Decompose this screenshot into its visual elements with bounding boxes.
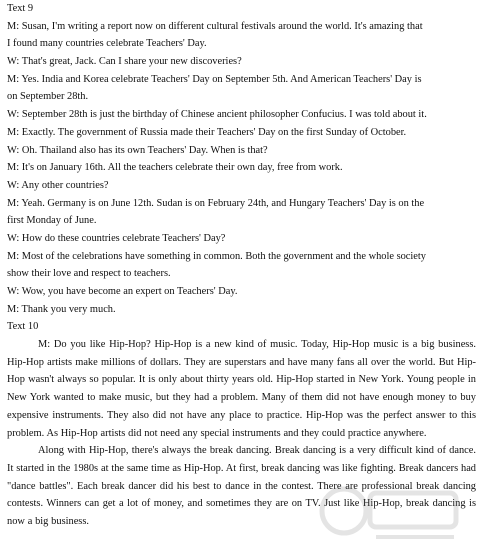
dialogue-line: M: Thank you very much. xyxy=(7,303,116,315)
dialogue-line: W: Wow, you have become an expert on Teachers' Day. xyxy=(7,286,238,297)
dialogue-line: M: It's on January 16th. All the teachers celebrate their own day, free from work. xyxy=(7,162,343,174)
dialogue-line: M: Yeah. Germany is on June 12th. Sudan is on February 24th, and Hungary Teachers' Day is on the xyxy=(7,197,425,209)
dialogue-line: show their love and respect to teachers. xyxy=(7,268,171,280)
dialogue-line: M: Exactly. The government of Russia made their Teachers' Day on the first Sunday of October. xyxy=(7,126,407,138)
text10-heading: Text 10 xyxy=(7,321,39,333)
paragraph: Along with Hip-Hop, there's always the break dancing. Break dancing is a very difficult kind of dance. It started in the 1980s at the same time as Hip-Hop. At first, break dancing was like fighting. Break dancers had "dance battles". Each break dancer did his best to dance in the contest. There are professional break dancing contests. Winners can get a lot of money, and sometimes they are on TV. Just like Hip-Hop, break dancing is now a big business. xyxy=(7,445,476,528)
dialogue-line: M: Most of the celebrations have something in common. Both the government and the whole society xyxy=(7,250,427,262)
dialogue-line: W: How do these countries celebrate Teachers' Day? xyxy=(7,232,226,244)
dialogue-line: M: Yes. India and Korea celebrate Teachers' Day on September 5th. And American Teachers' Day is xyxy=(7,73,422,85)
dialogue-line: W: Any other countries? xyxy=(7,179,109,191)
dialogue-line: on September 28th. xyxy=(7,91,89,103)
dialogue-line: M: Susan, I'm writing a report now on different cultural festivals around the world. It's amazing that xyxy=(7,20,423,32)
dialogue-line: W: That's great, Jack. Can I share your new discoveries? xyxy=(7,56,242,68)
dialogue-line: W: September 28th is just the birthday of Chinese ancient philosopher Confucius. I was told about it. xyxy=(7,109,427,121)
paragraph: M: Do you like Hip-Hop? Hip-Hop is a new kind of music. Today, Hip-Hop music is a big business. Hip-Hop artists make millions of dollars. They are superstars and have many fans all over the world. But Hip-Hop wasn't always so popular. It is only about thirty years old. Hip-Hop started in New York. Young people in New York wanted to make music, but they had a problem. Many of them did not have enough money to buy expensive instruments. They also did not have any place to practice. Hip-Hop was the perfect answer to this problem. As Hip-Hop artists did not need any special instruments and they could practice anywhere. xyxy=(7,339,476,439)
text9-heading: Text 9 xyxy=(7,3,34,14)
dialogue-line: W: Oh. Thailand also has its own Teachers' Day. When is that? xyxy=(7,144,268,156)
dialogue-line: first Monday of June. xyxy=(7,215,97,227)
dialogue-line: I found many countries celebrate Teachers' Day. xyxy=(7,38,207,50)
